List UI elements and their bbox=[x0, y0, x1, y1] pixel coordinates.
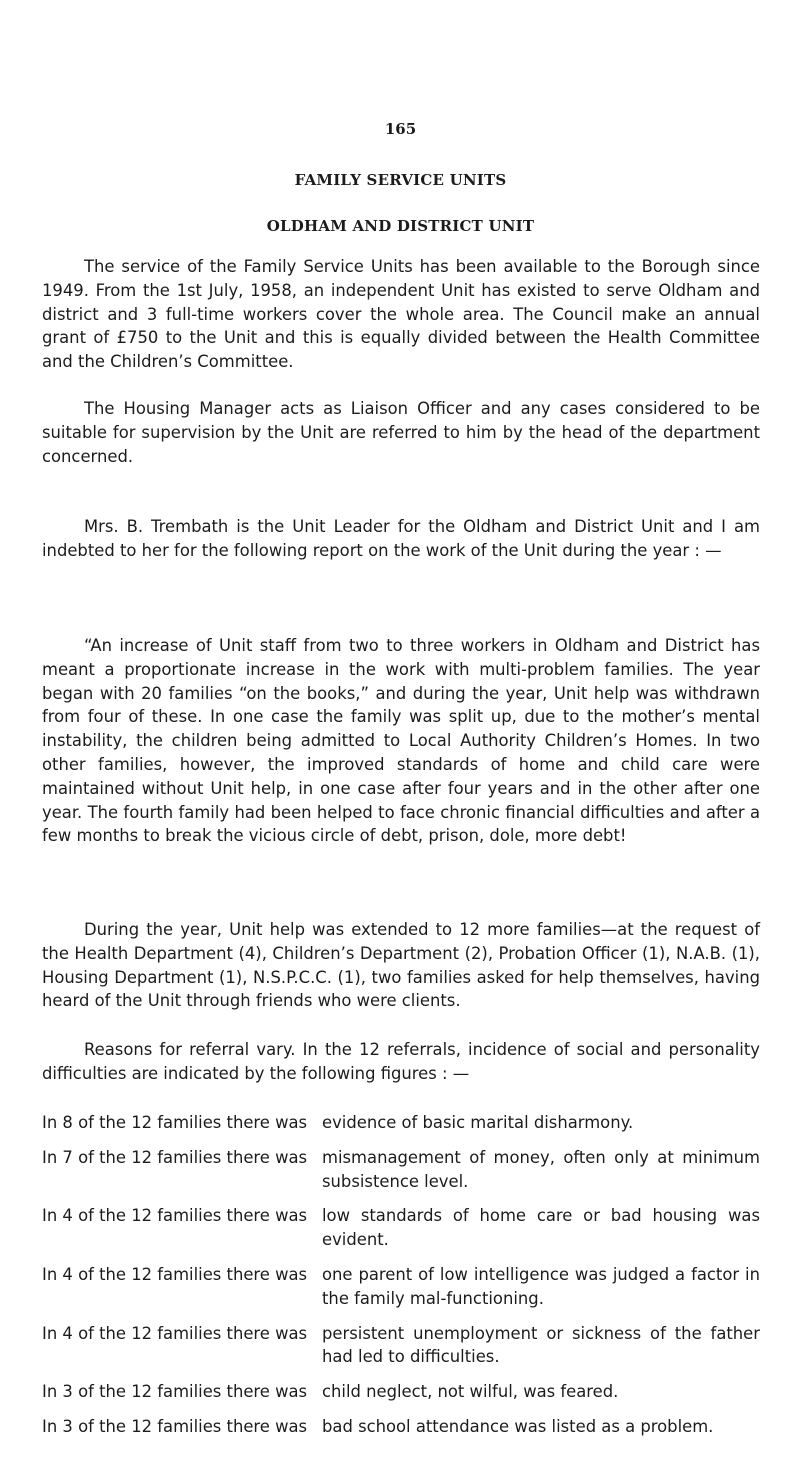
page-title: FAMILY SERVICE UNITS bbox=[294, 171, 507, 189]
paragraph-liaison-officer bbox=[42, 397, 760, 468]
section-title: OLDHAM AND DISTRICT UNIT bbox=[266, 217, 535, 235]
finding-lead: In 3 of the 12 families there was bbox=[42, 1382, 308, 1402]
finding-lead: In 8 of the 12 families there was bbox=[42, 1113, 308, 1132]
finding-text: low standards of home care or bad housing was evident. bbox=[322, 1206, 760, 1250]
finding-text: evidence of basic marital disharmony. bbox=[322, 1113, 634, 1132]
paragraph-text: The Housing Manager acts as Liaison Officer and any cases considered to be suitable for supervision by the Unit are referred to him by the head of the department concerned. bbox=[42, 399, 760, 466]
paragraph-report-staff-increase bbox=[42, 634, 760, 848]
list-item bbox=[42, 1322, 760, 1370]
paragraph-unit-leader bbox=[42, 515, 760, 563]
paragraph-text: Mrs. B. Trembath is the Unit Leader for the Oldham and District Unit and I am indebted to her for the following report on the work of the Unit during the year : — bbox=[42, 517, 760, 560]
paragraph-reasons-for-referral bbox=[42, 1038, 760, 1086]
list-item bbox=[42, 1111, 760, 1135]
finding-text: mismanagement of money, often only at minimum subsistence level. bbox=[322, 1147, 760, 1191]
paragraph-text: The service of the Family Service Units has been available to the Borough since 1949. From the 1st July, 1958, an independent Unit has existed to serve Oldham and district and 3 full-time workers cover the whole area. The Council make an annual grant of £750 to the Unit and this is equally divided between the Health Committee and the Children’s Committee. bbox=[42, 257, 760, 372]
finding-lead: In 4 of the 12 families there was bbox=[42, 1264, 308, 1284]
paragraph-referrals bbox=[42, 918, 760, 1013]
finding-text: one parent of low intelligence was judged a factor in the family mal-functioning. bbox=[322, 1264, 760, 1308]
finding-lead: In 7 of the 12 families there was bbox=[42, 1147, 308, 1167]
finding-text: bad school attendance was listed as a problem. bbox=[322, 1416, 714, 1436]
list-item bbox=[42, 1415, 760, 1439]
paragraph-text: During the year, Unit help was extended to 12 more families—at the request of the Health Department (4), Children’s Department (2), Probation Officer (1), N.A.B. (1), Housing Department (1), N.S.P.C.C. (1), two families asked for help themselves, having heard of the Unit through friends who were clients. bbox=[42, 920, 760, 1011]
finding-text: persistent unemployment or sickness of the father had led to difficulties. bbox=[322, 1323, 760, 1367]
paragraph-service-history bbox=[42, 255, 760, 374]
list-item bbox=[42, 1146, 760, 1194]
finding-lead: In 3 of the 12 families there was bbox=[42, 1416, 308, 1436]
finding-lead: In 4 of the 12 families there was bbox=[42, 1206, 308, 1226]
list-item bbox=[42, 1204, 760, 1252]
page-number: 165 bbox=[384, 120, 417, 138]
list-item bbox=[42, 1263, 760, 1311]
referral-findings-list bbox=[42, 1111, 760, 1450]
finding-text: child neglect, not wilful, was feared. bbox=[322, 1382, 619, 1402]
finding-lead: In 4 of the 12 families there was bbox=[42, 1323, 308, 1343]
paragraph-text: Reasons for referral vary. In the 12 referrals, incidence of social and personality difficulties are indicated by the following figures : — bbox=[42, 1040, 760, 1083]
list-item bbox=[42, 1380, 760, 1404]
paragraph-text: “An increase of Unit staff from two to three workers in Oldham and District has meant a proportionate increase in the work with multi-problem families. The year began with 20 families “on the books,” and during the year, Unit help was withdrawn from four of these. In one case the family was split up, due to the mother’s mental instability, the children being admitted to Local Authority Children’s Homes. In two other families, however, the improved standards of home and child care were maintained without Unit help, in one case after four years and in the other after one year. The fourth family had been helped to face chronic financial difficulties and after a few months to break the vicious circle of debt, prison, dole, more debt! bbox=[42, 636, 760, 846]
